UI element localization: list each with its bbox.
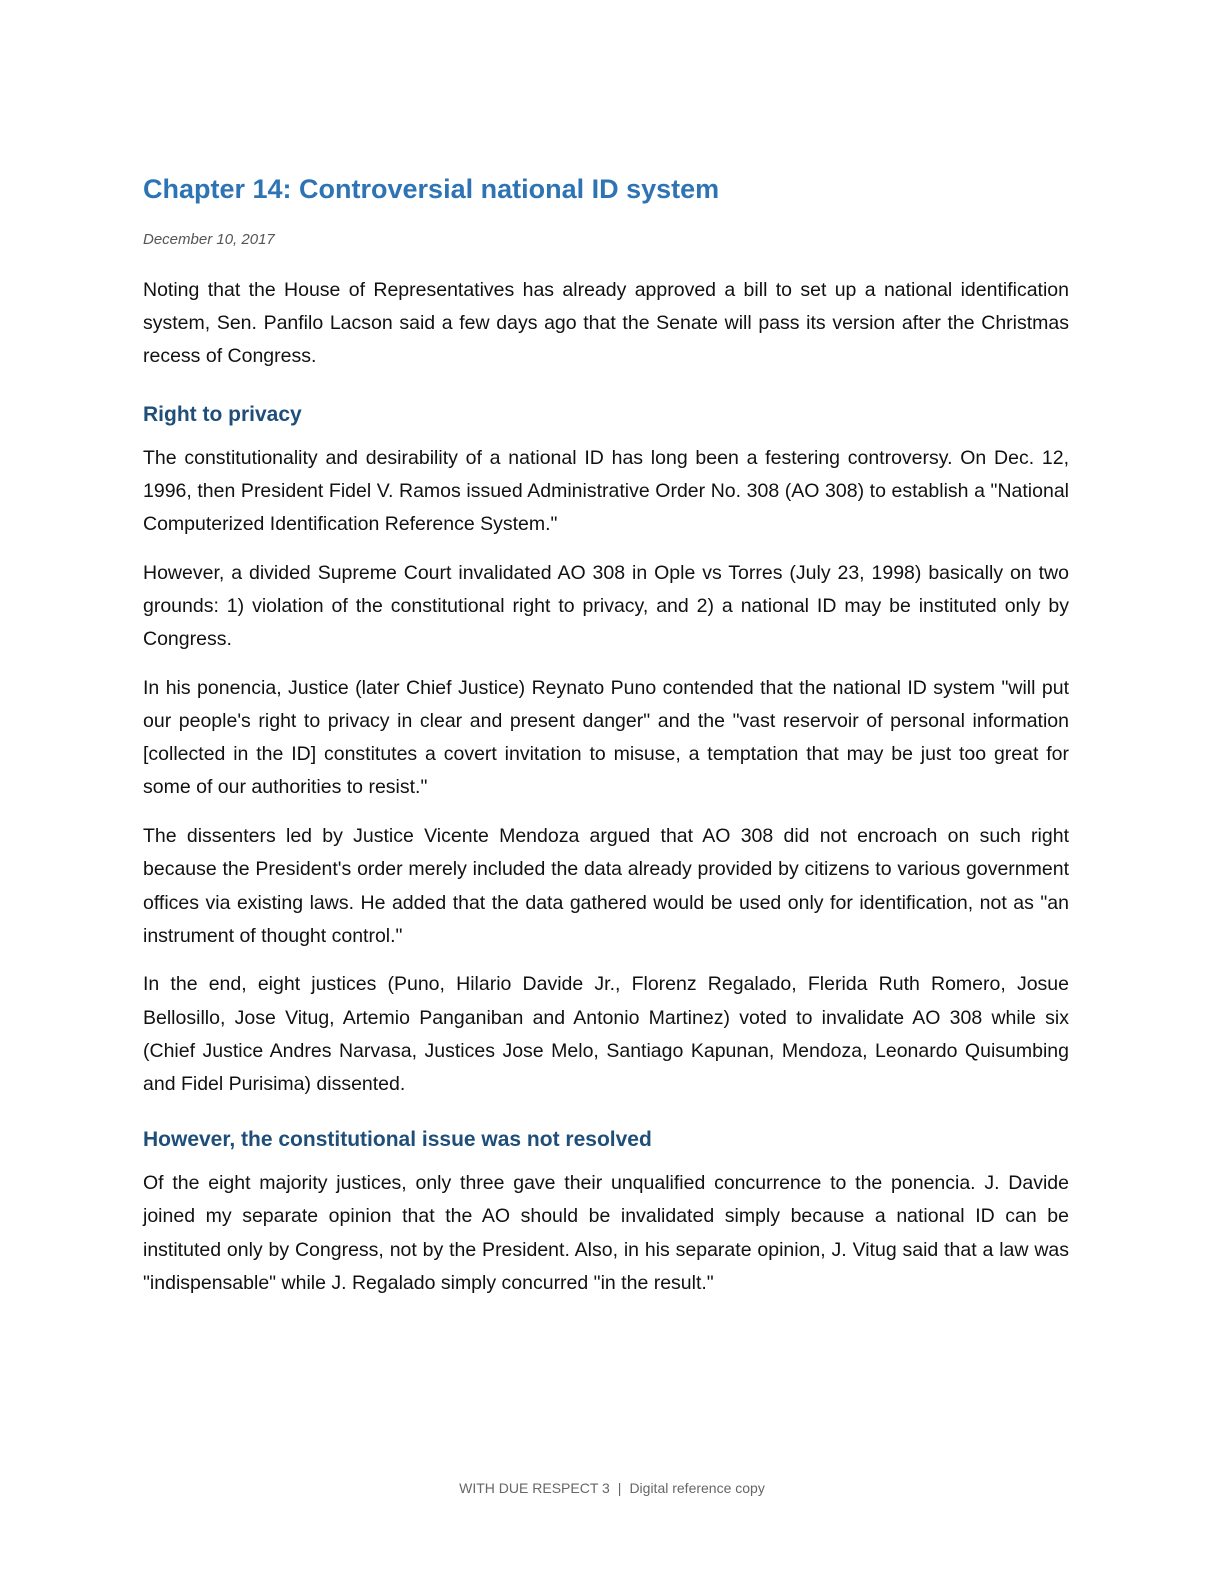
chapter-title: Chapter 14: Controversial national ID system xyxy=(143,174,720,204)
section-heading-right-to-privacy: Right to privacy xyxy=(143,402,302,426)
document-page xyxy=(143,170,1069,1300)
page-footer xyxy=(0,1478,1224,1498)
body-paragraph: However, a divided Supreme Court invalidated AO 308 in Ople vs Torres (July 23, 1998) basically on two grounds: 1) violation of the constitutional right to privacy, and 2) a national ID may be instituted only by Congress. xyxy=(143,561,1069,651)
body-paragraph: In the end, eight justices (Puno, Hilario Davide Jr., Florenz Regalado, Flerida Ruth Romero, Josue Bellosillo, Jose Vitug, Artemio Panganiban and Antonio Martinez) voted to invalidate AO 308 while six (Chief Justice Andres Narvasa, Justices Jose Melo, Santiago Kapunan, Mendoza, Leonardo Quisumbing and Fidel Purisima) dissented. xyxy=(143,973,1069,1096)
body-paragraph: In his ponencia, Justice (later Chief Justice) Reynato Puno contended that the national ID system "will put our people's right to privacy in clear and present danger" and the "vast reservoir of personal information [collected in the ID] constitutes a covert invitation to misuse, a temptation that may be just too great for some of our authorities to resist." xyxy=(143,676,1069,799)
body-paragraph: The dissenters led by Justice Vicente Mendoza argued that AO 308 did not encroach on such right because the President's order merely included the data already provided by citizens to various government offices via existing laws. He added that the data gathered would be used only for identification, not as "an instrument of thought control." xyxy=(143,825,1069,947)
footer-separator: | xyxy=(617,1480,622,1496)
publish-date: December 10, 2017 xyxy=(143,231,275,248)
intro-paragraph: Noting that the House of Representatives has already approved a bill to set up a national identification system, Sen. Panfilo Lacson said a few days ago that the Senate will pass its version after the Christmas recess of Congress. xyxy=(143,279,1069,368)
section-heading-constitutional-issue: However, the constitutional issue was not resolved xyxy=(143,1128,652,1152)
footer-book-title: WITH DUE RESPECT 3 xyxy=(459,1480,610,1496)
footer-note: Digital reference copy xyxy=(629,1480,765,1496)
body-paragraph: The constitutionality and desirability of a national ID has long been a festering controversy. On Dec. 12, 1996, then President Fidel V. Ramos issued Administrative Order No. 308 (AO 308) to establish a "National Computerized Identification Reference System." xyxy=(143,446,1069,536)
body-paragraph: Of the eight majority justices, only three gave their unqualified concurrence to the ponencia. J. Davide joined my separate opinion that the AO should be invalidated simply because a national ID can be instituted only by Congress, not by the President. Also, in his separate opinion, J. Vitug said that a law was "indispensable" while J. Regalado simply concurred "in the result." xyxy=(143,1172,1069,1294)
